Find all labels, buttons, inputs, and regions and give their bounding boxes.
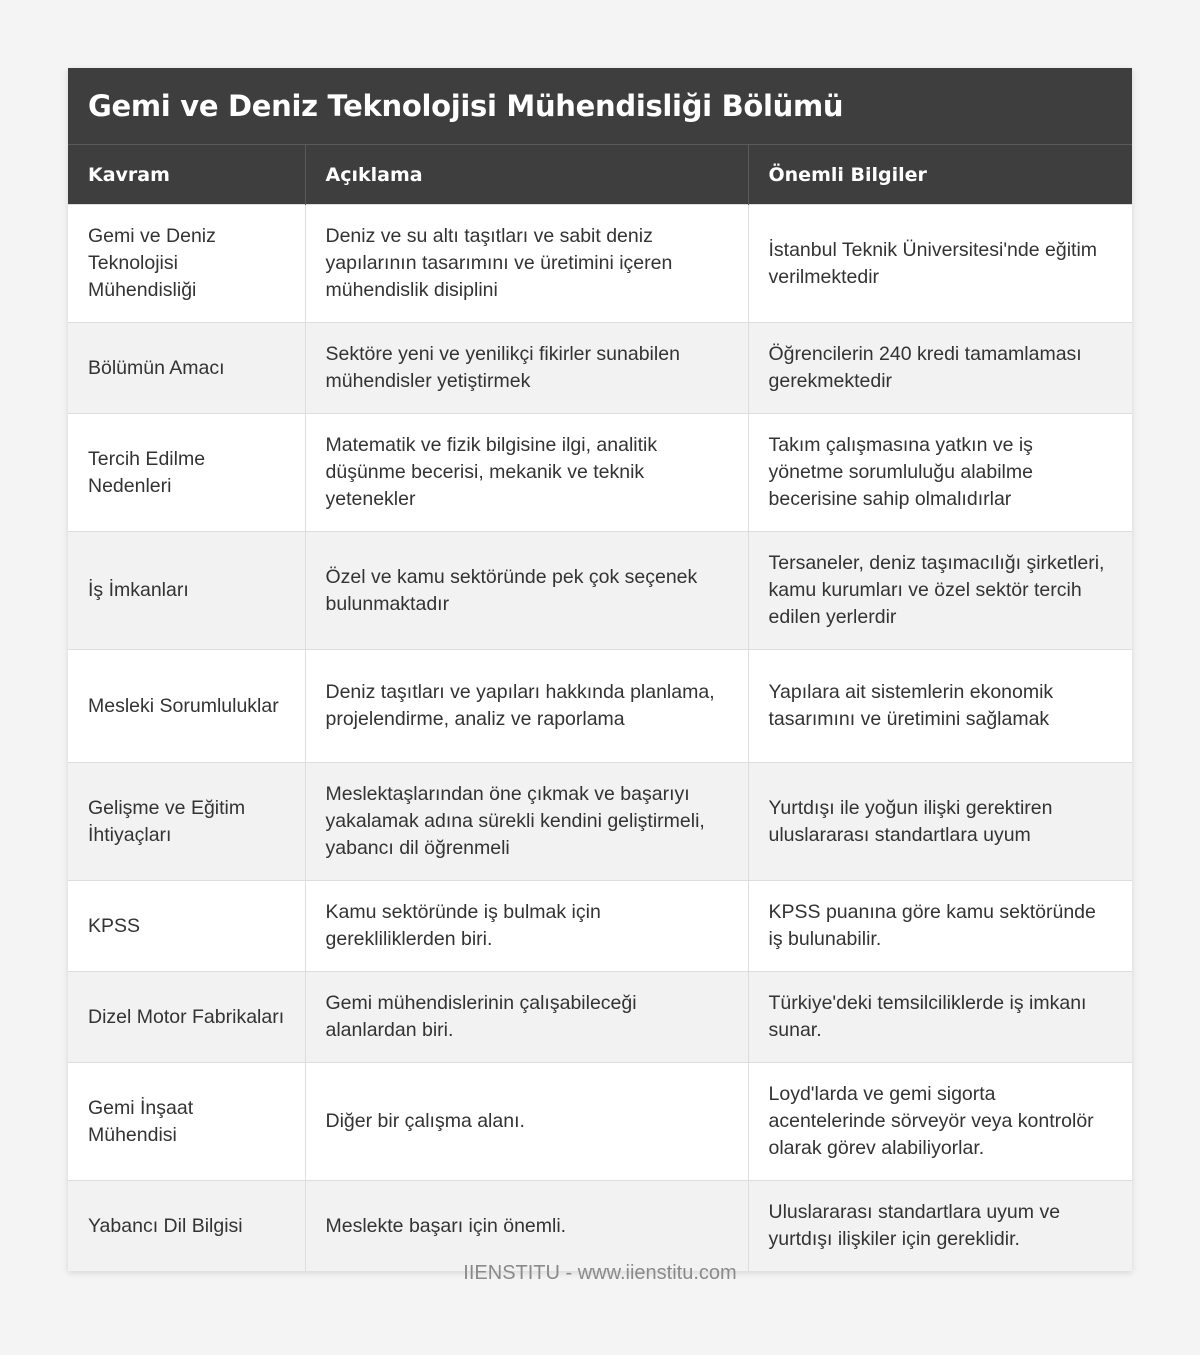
cell-kavram: Yabancı Dil Bilgisi — [68, 1181, 305, 1272]
cell-kavram: İş İmkanları — [68, 532, 305, 650]
info-table — [68, 145, 1132, 1271]
cell-onemli-bilgiler: KPSS puanına göre kamu sektöründe iş bulunabilir. — [748, 881, 1132, 972]
table-row — [68, 205, 1132, 323]
table-row — [68, 650, 1132, 763]
cell-kavram: Tercih Edilme Nedenleri — [68, 414, 305, 532]
table-row — [68, 763, 1132, 881]
cell-aciklama: Sektöre yeni ve yenilikçi fikirler sunabilen mühendisler yetiştirmek — [305, 323, 748, 414]
cell-onemli-bilgiler: İstanbul Teknik Üniversitesi'nde eğitim verilmektedir — [748, 205, 1132, 323]
cell-kavram: Gemi İnşaat Mühendisi — [68, 1063, 305, 1181]
content-card — [68, 68, 1132, 1271]
column-header-kavram: Kavram — [68, 145, 305, 205]
cell-aciklama: Meslektaşlarından öne çıkmak ve başarıyı yakalamak adına sürekli kendini geliştirmeli, yabancı dil öğrenmeli — [305, 763, 748, 881]
cell-kavram: Mesleki Sorumluluklar — [68, 650, 305, 763]
cell-onemli-bilgiler: Yapılara ait sistemlerin ekonomik tasarımını ve üretimini sağlamak — [748, 650, 1132, 763]
cell-onemli-bilgiler: Takım çalışmasına yatkın ve iş yönetme sorumluluğu alabilme becerisine sahip olmalıdırlar — [748, 414, 1132, 532]
title-bar — [68, 68, 1132, 145]
cell-aciklama: Özel ve kamu sektöründe pek çok seçenek bulunmaktadır — [305, 532, 748, 650]
cell-kavram: Dizel Motor Fabrikaları — [68, 972, 305, 1063]
table-header-row — [68, 145, 1132, 205]
column-header-onemli-bilgiler: Önemli Bilgiler — [748, 145, 1132, 205]
cell-aciklama: Deniz ve su altı taşıtları ve sabit deniz yapılarının tasarımını ve üretimini içeren mühendislik disiplini — [305, 205, 748, 323]
cell-onemli-bilgiler: Uluslararası standartlara uyum ve yurtdışı ilişkiler için gereklidir. — [748, 1181, 1132, 1272]
cell-onemli-bilgiler: Türkiye'deki temsilciliklerde iş imkanı sunar. — [748, 972, 1132, 1063]
table-row — [68, 532, 1132, 650]
cell-onemli-bilgiler: Loyd'larda ve gemi sigorta acentelerinde sörveyör veya kontrolör olarak görev alabiliyorlar. — [748, 1063, 1132, 1181]
table-row — [68, 1181, 1132, 1272]
table-row — [68, 972, 1132, 1063]
cell-aciklama: Gemi mühendislerinin çalışabileceği alanlardan biri. — [305, 972, 748, 1063]
table-row — [68, 1063, 1132, 1181]
cell-onemli-bilgiler: Yurtdışı ile yoğun ilişki gerektiren uluslararası standartlara uyum — [748, 763, 1132, 881]
cell-aciklama: Deniz taşıtları ve yapıları hakkında planlama, projelendirme, analiz ve raporlama — [305, 650, 748, 763]
table-row — [68, 414, 1132, 532]
cell-kavram: Bölümün Amacı — [68, 323, 305, 414]
page-title: Gemi ve Deniz Teknolojisi Mühendisliği Bölümü — [88, 89, 844, 123]
cell-aciklama: Meslekte başarı için önemli. — [305, 1181, 748, 1272]
cell-onemli-bilgiler: Öğrencilerin 240 kredi tamamlaması gerekmektedir — [748, 323, 1132, 414]
table-row — [68, 323, 1132, 414]
cell-kavram: KPSS — [68, 881, 305, 972]
cell-kavram: Gemi ve Deniz Teknolojisi Mühendisliği — [68, 205, 305, 323]
column-header-aciklama: Açıklama — [305, 145, 748, 205]
cell-kavram: Gelişme ve Eğitim İhtiyaçları — [68, 763, 305, 881]
cell-aciklama: Matematik ve fizik bilgisine ilgi, analitik düşünme becerisi, mekanik ve teknik yetenekler — [305, 414, 748, 532]
cell-aciklama: Diğer bir çalışma alanı. — [305, 1063, 748, 1181]
footer-credit: IIENSTITU - www.iienstitu.com — [463, 1262, 737, 1284]
cell-onemli-bilgiler: Tersaneler, deniz taşımacılığı şirketleri, kamu kurumları ve özel sektör tercih edilen yerlerdir — [748, 532, 1132, 650]
cell-aciklama: Kamu sektöründe iş bulmak için gerekliliklerden biri. — [305, 881, 748, 972]
table-row — [68, 881, 1132, 972]
